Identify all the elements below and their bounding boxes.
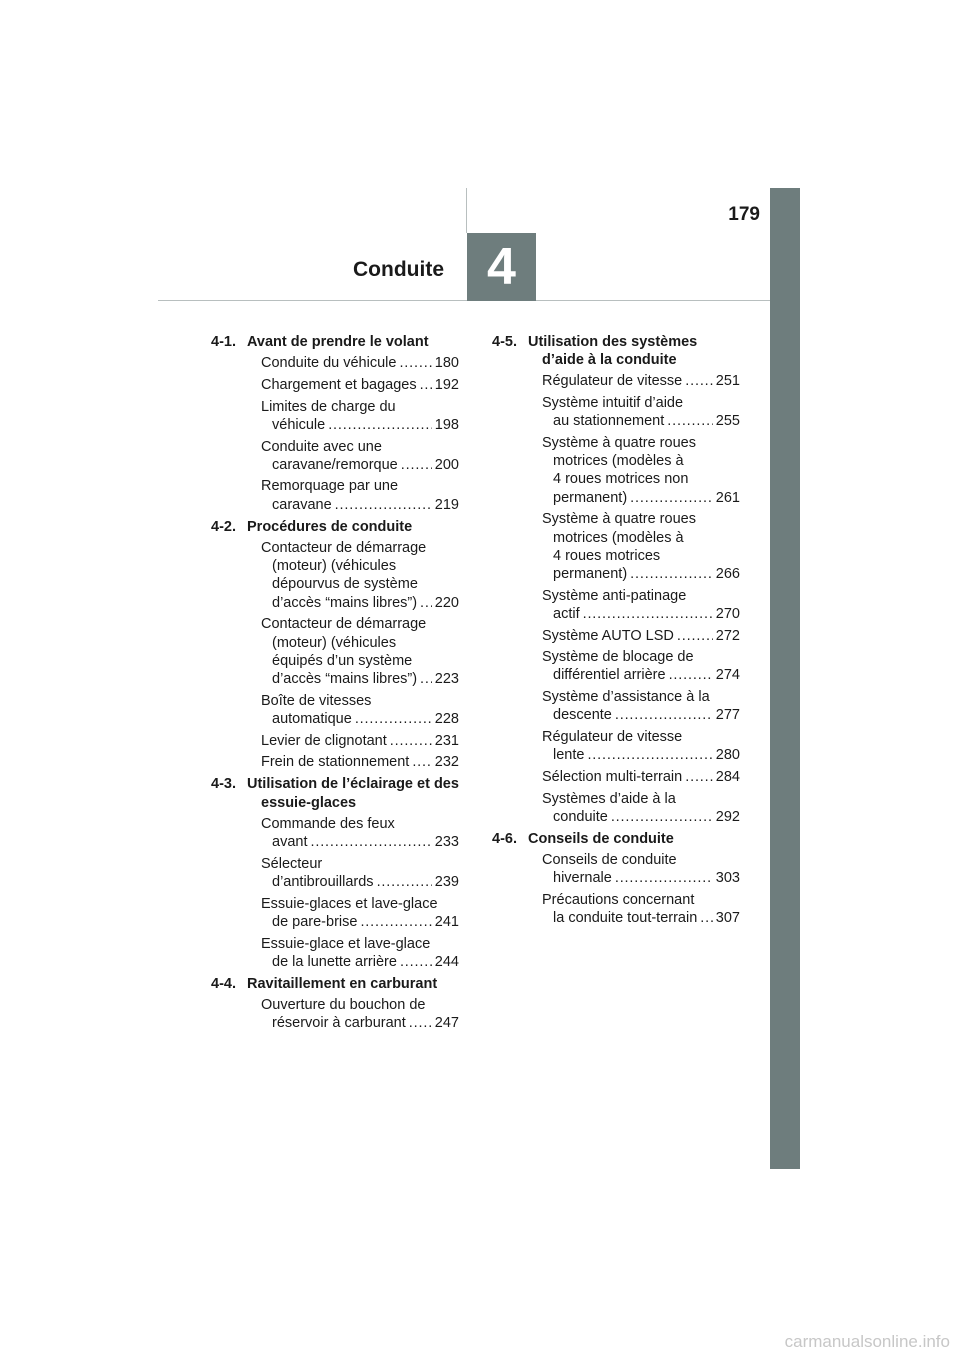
dot-leader <box>377 873 432 891</box>
entry-line: permanent) <box>553 565 628 582</box>
toc-entry[interactable] <box>211 398 459 434</box>
entry-line: véhicule <box>272 416 326 433</box>
entry-page-number: 219 <box>434 496 459 513</box>
toc-entry[interactable] <box>492 851 740 887</box>
dot-leader <box>335 496 432 514</box>
entry-page-number: 292 <box>715 808 740 825</box>
dot-leader <box>677 627 713 645</box>
toc-section <box>211 333 459 514</box>
toc-entry[interactable] <box>211 996 459 1032</box>
entry-last-line <box>261 710 459 728</box>
toc-section <box>492 333 740 826</box>
header-divider-vertical <box>466 188 467 233</box>
entry-text <box>261 732 459 750</box>
dot-leader <box>685 372 713 390</box>
entry-line: descente <box>553 707 612 724</box>
entry-line: Conseils de conduite <box>542 852 677 869</box>
entry-line: Sélecteur <box>261 855 323 872</box>
dot-leader <box>630 489 713 507</box>
entry-last-line <box>261 354 459 372</box>
entry-last-line <box>261 913 459 931</box>
entry-line: différentiel arrière <box>553 667 666 684</box>
entry-line: réservoir à carburant <box>272 1015 406 1032</box>
dot-leader <box>400 953 432 971</box>
entry-page-number: 228 <box>434 710 459 727</box>
entry-page-number: 277 <box>715 707 740 724</box>
toc-entry[interactable] <box>492 394 740 430</box>
entry-text <box>542 688 740 724</box>
entry-page-number: 255 <box>715 413 740 430</box>
entry-line: Régulateur de vitesse <box>542 373 683 390</box>
toc-entry[interactable] <box>211 438 459 474</box>
entry-text <box>542 768 740 786</box>
entry-last-line <box>542 768 740 786</box>
entry-text <box>261 935 459 971</box>
dot-leader <box>420 594 432 612</box>
toc-entry[interactable] <box>211 692 459 728</box>
toc-entry[interactable] <box>492 434 740 507</box>
entry-line: Essuie-glaces et lave-glace <box>261 895 438 912</box>
toc-section <box>211 775 459 971</box>
entry-page-number: 272 <box>715 627 740 644</box>
entry-text <box>261 477 459 513</box>
section-heading[interactable] <box>492 333 740 369</box>
toc-entry[interactable] <box>211 354 459 372</box>
entry-last-line <box>542 808 740 826</box>
entry-page-number: 200 <box>434 456 459 473</box>
entry-last-line <box>542 489 740 507</box>
entry-line: caravane/remorque <box>272 456 398 473</box>
entry-line: Conduite du véhicule <box>261 355 397 372</box>
entry-text <box>542 627 740 645</box>
entry-line: de la lunette arrière <box>272 953 397 970</box>
entry-line: Commande des feux <box>261 815 395 832</box>
entry-line: Ouverture du bouchon de <box>261 997 426 1014</box>
entry-line: équipés d’un système <box>272 652 413 669</box>
entry-line: Essuie-glace et lave-glace <box>261 935 431 952</box>
toc-entry[interactable] <box>211 376 459 394</box>
entry-line: caravane <box>272 496 332 513</box>
section-number: 4-6. <box>492 831 517 848</box>
entry-page-number: 180 <box>434 355 459 372</box>
page-number: 179 <box>728 204 760 225</box>
toc-section <box>492 830 740 928</box>
entry-line: de pare-brise <box>272 913 358 930</box>
section-title: Procédures de conduite <box>247 518 413 535</box>
entry-line: Système AUTO LSD <box>542 627 674 644</box>
entry-last-line <box>542 372 740 390</box>
entry-line: (moteur) (véhicules <box>272 558 397 575</box>
toc-entry[interactable] <box>492 891 740 927</box>
dot-leader <box>355 710 432 728</box>
section-number: 4-1. <box>211 334 236 350</box>
entry-line: Contacteur de démarrage <box>261 540 427 557</box>
entry-last-line <box>261 496 459 514</box>
toc-column-left <box>211 333 459 1037</box>
entry-last-line <box>261 953 459 971</box>
entry-line: Système anti-patinage <box>542 587 687 604</box>
dot-leader <box>615 706 713 724</box>
entry-line: dépourvus de système <box>272 576 418 593</box>
entry-line: lente <box>553 747 585 764</box>
entry-line: Système à quatre roues <box>542 511 696 528</box>
entry-text <box>261 895 459 931</box>
entry-line: Sélection multi-terrain <box>542 768 683 785</box>
entry-line: Régulateur de vitesse <box>542 729 683 746</box>
entry-text <box>542 851 740 887</box>
entry-page-number: 232 <box>434 754 459 771</box>
entry-page-number: 303 <box>715 870 740 887</box>
entry-line: Remorquage par une <box>261 478 399 495</box>
entry-line: Système de blocage de <box>542 649 694 666</box>
entry-last-line <box>542 909 740 927</box>
section-title: Utilisation de l’éclairage et des essuie-glaces <box>247 776 459 811</box>
entry-line: 4 roues motrices non <box>553 471 689 488</box>
entry-last-line <box>261 456 459 474</box>
dot-leader <box>583 605 713 623</box>
section-heading[interactable] <box>492 830 740 848</box>
entry-text <box>261 376 459 394</box>
section-title: Ravitaillement en carburant <box>247 976 438 992</box>
dot-leader <box>700 909 713 927</box>
entry-page-number: 241 <box>434 913 459 930</box>
section-number: 4-4. <box>211 976 236 992</box>
chapter-side-bar <box>770 188 800 1169</box>
entry-page-number: 274 <box>715 667 740 684</box>
entry-line: Systèmes d’aide à la <box>542 790 676 807</box>
entry-line: Système d’assistance à la <box>542 689 710 706</box>
toc-column-right <box>492 333 740 932</box>
entry-last-line <box>261 753 459 771</box>
entry-line: Levier de clignotant <box>261 732 387 749</box>
entry-page-number: 231 <box>434 732 459 749</box>
section-number: 4-3. <box>211 776 236 793</box>
dot-leader <box>360 913 431 931</box>
entry-line: Frein de stationnement <box>261 754 410 771</box>
entry-text <box>542 434 740 507</box>
entry-text <box>542 510 740 583</box>
toc-entry[interactable] <box>211 855 459 891</box>
entry-line: au stationnement <box>553 413 665 430</box>
toc-entry[interactable] <box>492 510 740 583</box>
entry-page-number: 239 <box>434 873 459 890</box>
entry-text <box>542 790 740 826</box>
toc-entry[interactable] <box>211 615 459 688</box>
entry-line: Précautions concernant <box>542 892 695 909</box>
entry-last-line <box>542 869 740 887</box>
entry-text <box>261 539 459 612</box>
entry-text <box>261 996 459 1032</box>
entry-line: d’accès “mains libres”) <box>272 594 418 611</box>
dot-leader <box>420 376 432 394</box>
entry-last-line <box>261 1014 459 1032</box>
entry-text <box>261 615 459 688</box>
section-title: Conseils de conduite <box>528 831 674 848</box>
entry-page-number: 251 <box>715 373 740 390</box>
toc-entry[interactable] <box>492 587 740 623</box>
dot-leader <box>390 732 432 750</box>
entry-page-number: 244 <box>434 953 459 970</box>
entry-line: d’accès “mains libres”) <box>272 670 418 687</box>
entry-last-line <box>261 416 459 434</box>
toc-entry[interactable] <box>211 732 459 750</box>
entry-line: la conduite tout-terrain <box>553 910 698 927</box>
entry-line: 4 roues motrices <box>553 547 661 564</box>
toc-entry[interactable] <box>492 627 740 645</box>
entry-page-number: 280 <box>715 747 740 764</box>
section-heading[interactable] <box>211 975 459 993</box>
dot-leader <box>667 412 713 430</box>
toc-entry[interactable] <box>211 539 459 612</box>
entry-page-number: 270 <box>715 605 740 622</box>
toc-entry[interactable] <box>492 728 740 764</box>
section-number: 4-2. <box>211 518 236 535</box>
entry-text <box>261 692 459 728</box>
entry-text <box>542 891 740 927</box>
dot-leader <box>399 354 431 372</box>
entry-last-line <box>261 376 459 394</box>
entry-line: Système à quatre roues <box>542 435 696 452</box>
dot-leader <box>630 565 713 583</box>
entry-line: motrices (modèles à <box>553 529 684 546</box>
section-title: Avant de prendre le volant <box>247 334 429 350</box>
toc-entry[interactable] <box>211 935 459 971</box>
toc-entry[interactable] <box>211 895 459 931</box>
entry-page-number: 223 <box>434 670 459 687</box>
entry-line: Système intuitif d’aide <box>542 395 684 412</box>
entry-line: Boîte de vitesses <box>261 692 372 709</box>
toc-entry[interactable] <box>492 768 740 786</box>
toc-entry[interactable] <box>492 790 740 826</box>
entry-page-number: 261 <box>715 489 740 506</box>
toc-entry[interactable] <box>211 477 459 513</box>
entry-line: avant <box>272 834 308 851</box>
entry-last-line <box>542 706 740 724</box>
entry-last-line <box>542 565 740 583</box>
entry-text <box>261 753 459 771</box>
entry-text <box>542 394 740 430</box>
section-heading[interactable] <box>211 333 459 351</box>
chapter-title: Conduite <box>353 258 444 281</box>
toc-entry[interactable] <box>492 648 740 684</box>
entry-text <box>542 728 740 764</box>
entry-text <box>261 398 459 434</box>
entry-line: actif <box>553 605 580 622</box>
entry-page-number: 192 <box>434 376 459 393</box>
entry-last-line <box>261 833 459 851</box>
entry-line: Contacteur de démarrage <box>261 616 427 633</box>
entry-line: conduite <box>553 808 608 825</box>
toc-entry[interactable] <box>211 815 459 851</box>
toc-entry[interactable] <box>492 688 740 724</box>
watermark: carmanualsonline.info <box>784 1332 950 1351</box>
toc-section <box>211 518 459 772</box>
entry-page-number: 266 <box>715 565 740 582</box>
section-title: Utilisation des systèmes d’aide à la conduite <box>528 334 698 369</box>
entry-line: (moteur) (véhicules <box>272 634 397 651</box>
entry-line: permanent) <box>553 489 628 506</box>
dot-leader <box>685 768 713 786</box>
entry-text <box>542 372 740 390</box>
entry-line: Conduite avec une <box>261 438 382 455</box>
dot-leader <box>669 666 713 684</box>
entry-line: Limites de charge du <box>261 398 396 415</box>
entry-page-number: 198 <box>434 416 459 433</box>
dot-leader <box>412 753 431 771</box>
dot-leader <box>420 670 432 688</box>
dot-leader <box>310 833 431 851</box>
entry-page-number: 220 <box>434 594 459 611</box>
entry-text <box>261 855 459 891</box>
dot-leader <box>328 416 432 434</box>
entry-line: motrices (modèles à <box>553 453 684 470</box>
entry-line: Chargement et bagages <box>261 376 417 393</box>
dot-leader <box>611 808 713 826</box>
entry-text <box>261 354 459 372</box>
entry-text <box>542 648 740 684</box>
entry-page-number: 284 <box>715 768 740 785</box>
section-number: 4-5. <box>492 334 517 350</box>
entry-last-line <box>542 412 740 430</box>
entry-last-line <box>261 732 459 750</box>
entry-text <box>261 815 459 851</box>
toc-entry[interactable] <box>211 753 459 771</box>
header-divider-horizontal <box>158 300 770 301</box>
entry-text <box>542 587 740 623</box>
entry-last-line <box>261 594 459 612</box>
entry-last-line <box>542 746 740 764</box>
entry-last-line <box>542 605 740 623</box>
section-heading[interactable] <box>211 518 459 536</box>
toc-section <box>211 975 459 1033</box>
entry-page-number: 233 <box>434 834 459 851</box>
entry-text <box>261 438 459 474</box>
dot-leader <box>587 746 712 764</box>
entry-line: d’antibrouillards <box>272 873 374 890</box>
section-heading[interactable] <box>211 775 459 811</box>
dot-leader <box>615 869 713 887</box>
entry-last-line <box>261 873 459 891</box>
toc-entry[interactable] <box>492 372 740 390</box>
dot-leader <box>409 1014 432 1032</box>
entry-last-line <box>542 627 740 645</box>
dot-leader <box>401 456 432 474</box>
entry-page-number: 247 <box>434 1015 459 1032</box>
entry-line: automatique <box>272 710 352 727</box>
entry-last-line <box>542 666 740 684</box>
chapter-number-box: 4 <box>467 233 536 301</box>
entry-line: hivernale <box>553 870 612 887</box>
entry-last-line <box>261 670 459 688</box>
entry-page-number: 307 <box>715 910 740 927</box>
